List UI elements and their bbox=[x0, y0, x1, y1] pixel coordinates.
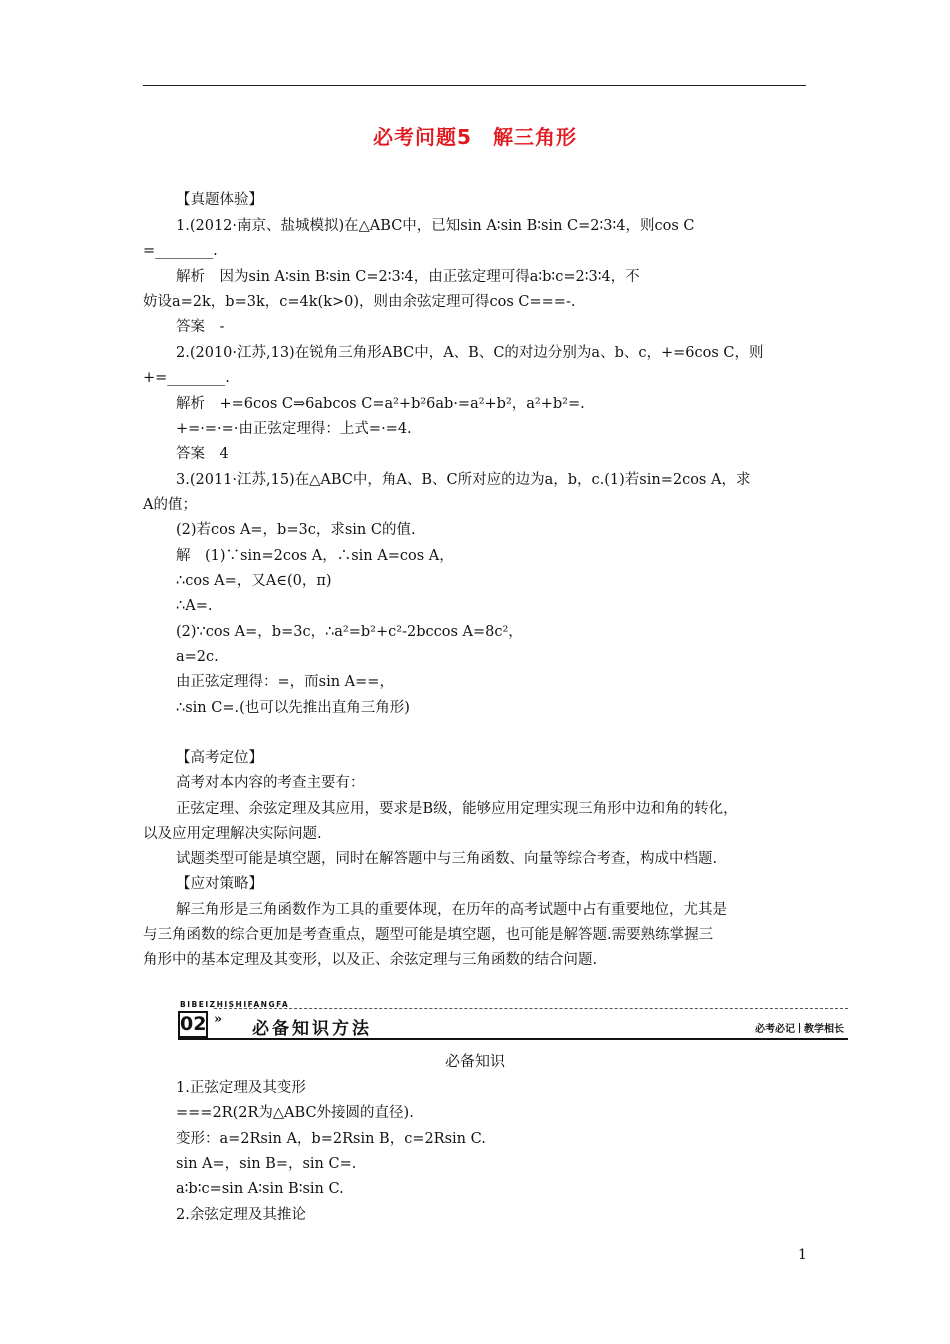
text-line: 解三角形是三角函数作为工具的重要体现，在历年的高考试题中占有重要地位，尤其是 bbox=[176, 902, 727, 918]
section-title: 必备知识方法 bbox=[252, 1019, 372, 1039]
section-tag bbox=[755, 1020, 844, 1035]
text-line: 试题类型可能是填空题，同时在解答题中与三角函数、向量等综合考查，构成中档题. bbox=[176, 851, 718, 867]
section-number: 02 bbox=[178, 1011, 208, 1038]
text-line: a∶b∶c=sin A∶sin B∶sin C. bbox=[176, 1181, 344, 1197]
text-line: 变形：a=2Rsin A，b=2Rsin B，c=2Rsin C. bbox=[176, 1131, 486, 1147]
tag-divider bbox=[799, 1023, 800, 1033]
text-line: =________. bbox=[143, 243, 218, 259]
page-number: 1 bbox=[798, 1247, 807, 1263]
text-line: 1.正弦定理及其变形 bbox=[176, 1080, 306, 1096]
text-line: +=·=·=·由正弦定理得：上式=·=4. bbox=[176, 421, 412, 437]
subsection-title: 必备知识 bbox=[444, 1052, 505, 1070]
section-tag-left: 必考必记 bbox=[755, 1024, 795, 1035]
text-line: 答案 4 bbox=[176, 446, 229, 462]
text-line: 1.(2012·南京、盐城模拟)在△ABC中，已知sin A∶sin B∶sin C=2∶3∶4，则cos C bbox=[176, 218, 695, 234]
section-band bbox=[178, 1002, 848, 1040]
text-line: sin A=，sin B=，sin C=. bbox=[176, 1156, 357, 1172]
top-rule bbox=[143, 85, 806, 86]
text-line: ===2R(2R为△ABC外接圆的直径). bbox=[176, 1105, 414, 1121]
text-line: ∴sin C=.(也可以先推出直角三角形) bbox=[176, 700, 410, 716]
text-line: 由正弦定理得：=，而sin A==， bbox=[176, 674, 394, 690]
text-line: (2)∵cos A=，b=3c，∴a²=b²+c²-2bccos A=8c²， bbox=[176, 624, 523, 640]
text-line: 【应对策略】 bbox=[176, 876, 263, 892]
text-line: 正弦定理、余弦定理及其应用，要求是B级，能够应用定理实现三角形中边和角的转化， bbox=[176, 801, 738, 817]
section-tag-right: 教学相长 bbox=[804, 1024, 844, 1035]
text-line: 妨设a=2k，b=3k，c=4k(k>0)，则由余弦定理可得cos C===-. bbox=[143, 294, 576, 310]
text-line: 2.(2010·江苏,13)在锐角三角形ABC中，A、B、C的对边分别为a、b、c，+=6cos C，则 bbox=[176, 345, 764, 361]
text-line: 【真题体验】 bbox=[176, 192, 263, 208]
text-line: 角形中的基本定理及其变形，以及正、余弦定理与三角函数的结合问题. bbox=[143, 952, 598, 968]
text-line: 解析 +=6cos C⇒6abcos C=a²+b²6ab·=a²+b²，a²+b²=. bbox=[176, 396, 585, 412]
text-line: (2)若cos A=，b=3c，求sin C的值. bbox=[176, 522, 416, 538]
text-line: 【高考定位】 bbox=[176, 750, 263, 766]
text-line: +=________. bbox=[143, 370, 230, 386]
text-line: 与三角函数的综合更加是考查重点，题型可能是填空题，也可能是解答题.需要熟练掌握三 bbox=[143, 927, 714, 943]
text-line: 解 (1)∵sin=2cos A，∴sin A=cos A， bbox=[176, 548, 454, 564]
text-line: ∴cos A=，又A∈(0，π) bbox=[176, 573, 332, 589]
text-line: 答案 - bbox=[176, 319, 225, 335]
text-line: 高考对本内容的考查主要有： bbox=[176, 775, 365, 791]
text-line: 以及应用定理解决实际问题. bbox=[143, 826, 322, 842]
text-line: 3.(2011·江苏,15)在△ABC中，角A、B、C所对应的边为a，b，c.(1)若sin=2cos A，求 bbox=[176, 472, 751, 488]
text-line: 2.余弦定理及其推论 bbox=[176, 1207, 306, 1223]
dotted-rule bbox=[214, 1008, 848, 1009]
section-baseline bbox=[178, 1038, 848, 1040]
chevron-icon: » bbox=[214, 1012, 223, 1027]
section-pinyin: BIBEIZHISHIFANGFA bbox=[180, 1000, 290, 1009]
text-line: ∴A=. bbox=[176, 598, 213, 614]
page-title: 必考问题5 解三角形 bbox=[373, 125, 577, 149]
text-line: A的值； bbox=[143, 497, 197, 513]
text-line: 解析 因为sin A∶sin B∶sin C=2∶3∶4，由正弦定理可得a∶b∶c=2∶3∶4，不 bbox=[176, 269, 640, 285]
text-line: a=2c. bbox=[176, 649, 219, 665]
